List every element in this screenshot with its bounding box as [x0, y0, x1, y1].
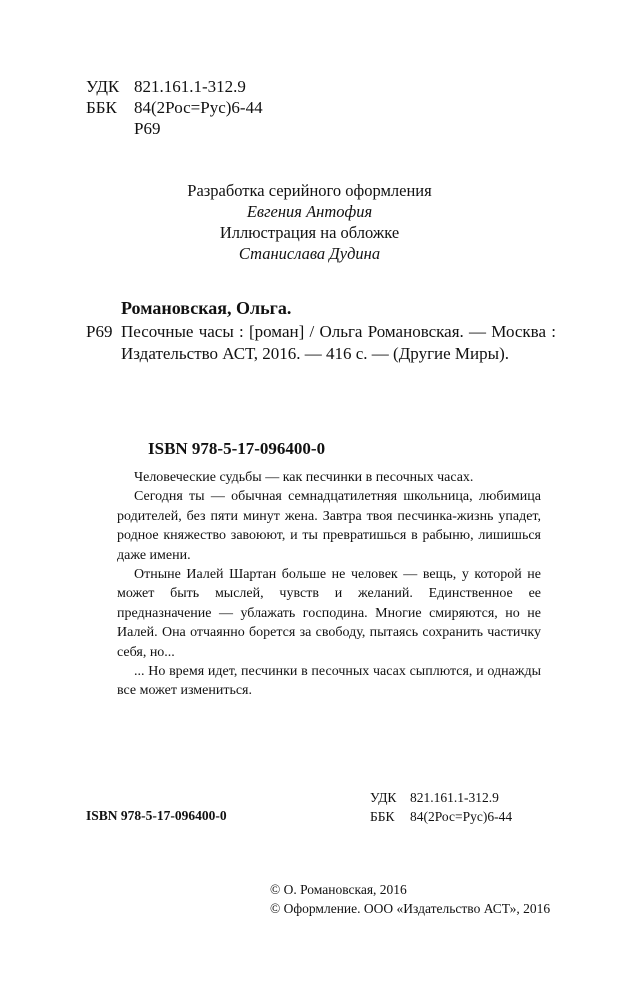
bottom-classification-codes [370, 788, 512, 826]
design-credits [0, 180, 619, 264]
udk-row [86, 76, 263, 97]
bottom-bbk-row [370, 807, 512, 826]
cover-illustration-author: Станислава Дудина [238, 244, 381, 263]
bottom-udk-value: 821.161.1-312.9 [410, 790, 499, 805]
author-sign-row [86, 118, 263, 139]
annotation-paragraph: ... Но время идет, песчинки в песочных часах сыплются, и однажды все может измениться. [117, 664, 541, 699]
bib-description: Песочные часы : [роман] / Ольга Романовская. — Москва : Издательство АСТ, 2016. — 416 с. — (Другие Миры). [121, 322, 556, 363]
bbk-label: ББК [86, 98, 117, 117]
bottom-isbn: ISBN 978-5-17-096400-0 [86, 808, 227, 823]
annotation [117, 468, 541, 701]
bbk-row [86, 97, 263, 118]
bottom-udk-row [370, 788, 512, 807]
bottom-bbk-label: ББК [370, 809, 395, 824]
isbn: ISBN 978-5-17-096400-0 [148, 439, 326, 458]
copyright-block [270, 880, 560, 918]
bib-sign: Р69 [86, 322, 113, 341]
udk-label: УДК [86, 77, 120, 96]
top-classification-codes [86, 76, 263, 139]
bottom-bbk-value: 84(2Рос=Рус)6-44 [410, 809, 513, 824]
annotation-paragraph: Сегодня ты — обычная семнадцатилетняя школьница, любимица родителей, без пяти минут жена. Завтра твоя песчинка-жизнь упадет, родное княжество завоюют, и ты превратишься в рабыню, лишишься даже имени. [117, 489, 541, 563]
copyright-design: © Оформление. ООО «Издательство АСТ», 2016 [270, 901, 551, 916]
bottom-udk-label: УДК [370, 790, 397, 805]
copyright-author: © О. Романовская, 2016 [270, 882, 407, 897]
bib-author: Романовская, Ольга. [121, 298, 292, 318]
author-sign: Р69 [134, 119, 161, 138]
cover-illustration-line: Иллюстрация на обложке [219, 223, 400, 242]
annotation-paragraph: Отныне Иалей Шартан больше не человек — вещь, у которой не может быть мыслей, чувств и желаний. Единственное ее предназначение — ублажать господина. Многие смиряются, но не Иалей. Она отчаянно борется за свободу, пытаясь сохранить частичку себя, но... [117, 567, 541, 660]
annotation-paragraph: Человеческие судьбы — как песчинки в песочных часах. [134, 470, 474, 485]
series-design-author: Евгения Антофия [246, 202, 373, 221]
bib-entry [86, 321, 556, 364]
series-design-line: Разработка серийного оформления [187, 181, 432, 200]
bbk-value: 84(2Рос=Рус)6-44 [134, 98, 263, 117]
udk-value: 821.161.1-312.9 [134, 77, 246, 96]
